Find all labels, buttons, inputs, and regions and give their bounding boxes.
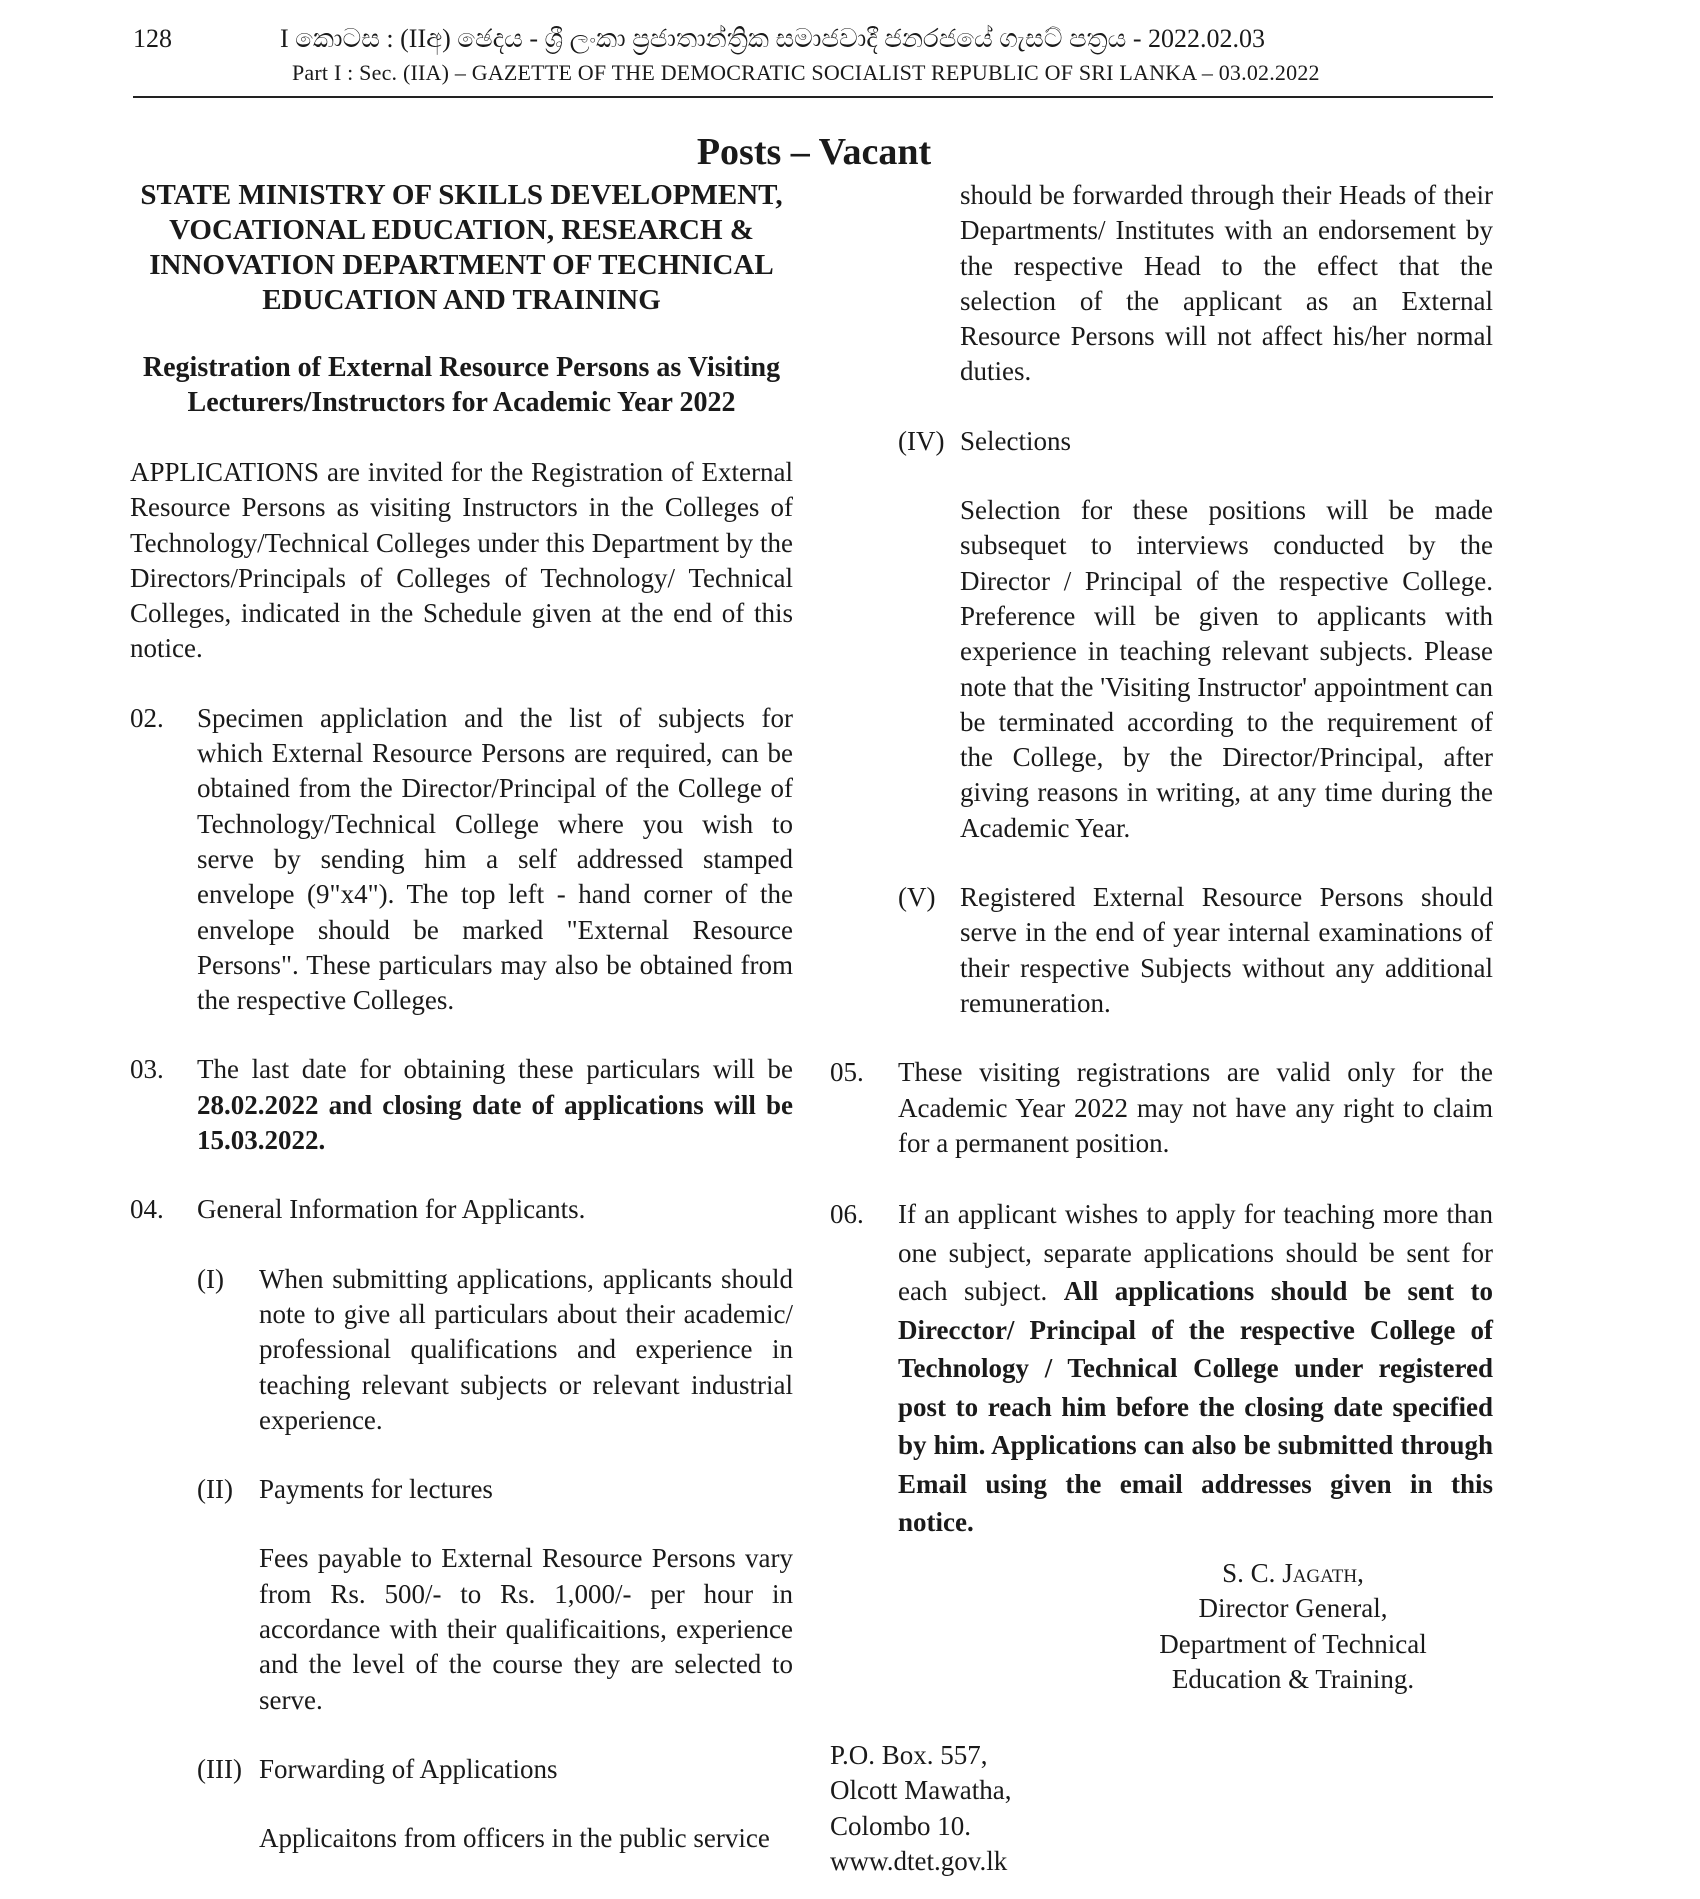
- subitem-text: Registered External Resource Persons should serve in the end of year internal examinations of their respective Subjects without any additional remuneration.: [960, 882, 1493, 1018]
- item-02: [130, 701, 793, 1019]
- item-text-regular: If an applicant wishes to apply for teaching more than one subject, separate applications should be sent for each subject.: [898, 1199, 1493, 1307]
- item-number: 05.: [830, 1057, 864, 1088]
- signatory-title: Director General,: [1198, 1593, 1388, 1624]
- item-05: [830, 1055, 1493, 1161]
- signatory-name: S. C. Jagath,: [1222, 1558, 1364, 1588]
- subitem-title: Forwarding of Applications: [259, 1753, 558, 1784]
- left-column: [130, 178, 793, 1857]
- subitem-II-paragraph: Fees payable to External Resource Persons vary from Rs. 500/- to Rs. 1,000/- per hour in accordance with their qualificaitions, experience and the level of the course they are selected to serve.: [259, 1543, 793, 1715]
- subitem-label: (V): [898, 882, 936, 913]
- item-text: [197, 1052, 793, 1158]
- subitem-label: (IV): [898, 425, 945, 456]
- subitem-V: [898, 880, 1493, 1021]
- subitem-III-paragraph-continued: should be forwarded through their Heads of their Departments/ Institutes with an endorsement by the respective Head to the effect that the selection of the applicant as an External Resource Persons will not affect his/her normal duties.: [960, 180, 1493, 387]
- item-text: [898, 1195, 1493, 1542]
- page-number: 128: [133, 24, 172, 53]
- subitem-title: Payments for lectures: [259, 1474, 493, 1505]
- address-line: Colombo 10.: [830, 1810, 972, 1841]
- subitem-III-paragraph-start: Applicaitons from officers in the public service: [259, 1823, 770, 1854]
- signature-block: [1118, 1556, 1468, 1697]
- item-text: Specimen appliclation and the list of subjects for which External Resource Persons are required, can be obtained from the Director/Principal of the College of Technology/Technical College where you wish to serve by sending him a self addressed stamped envelope (9"x4"). The top left - hand corner of the envelope should be marked "External Resource Persons". These particulars may also be obtained from the respective Colleges.: [197, 702, 793, 1016]
- subitem-IV-paragraph: Selection for these positions will be made subsequet to interviews conducted by the Director / Principal of the respective College. Preference will be given to applicants with experience in teaching relevant subjects. Please note that the 'Visiting Instructor' appointment can be terminated according to the requirement of the College, by the Director/Principal, after giving reasons in writing, at any time during the Academic Year.: [960, 495, 1493, 843]
- item-04: [130, 1192, 793, 1227]
- subitem-II: [197, 1472, 793, 1507]
- item-number: 04.: [130, 1194, 164, 1225]
- gazette-header-english: Part I : Sec. (IIA) – GAZETTE OF THE DEMOCRATIC SOCIALIST REPUBLIC OF SRI LANKA – 03.02.2022: [292, 60, 1320, 85]
- item-06: [830, 1195, 1493, 1542]
- gazette-header-sinhala: I කොටස : (IIඅ) ඡෙදය - ශ්‍රී ලංකා ප්‍රජාතාන්ත්‍රික සමාජවාදී ජනරජයේ ගැසට් පත්‍රය - 2022.02.03: [280, 24, 1266, 53]
- signatory-org-line2: Education & Training.: [1171, 1663, 1415, 1694]
- website-link[interactable]: www.dtet.gov.lk: [830, 1845, 1008, 1876]
- department-heading: STATE MINISTRY OF SKILLS DEVELOPMENT, VOCATIONAL EDUCATION, RESEARCH & INNOVATION DEPARTMENT OF TECHNICAL EDUCATION AND TRAINING: [140, 179, 783, 316]
- section-title: Posts – Vacant: [696, 131, 932, 173]
- item-number: 02.: [130, 702, 164, 733]
- subitem-I: [197, 1262, 793, 1438]
- closing-dates-bold: 28.02.2022 and closing date of applications will be 15.03.2022.: [197, 1089, 793, 1156]
- subitem-IV: [898, 424, 1493, 459]
- signatory-org-line1: Department of Technical: [1159, 1628, 1427, 1659]
- notice-subtitle: Registration of External Resource Persons as Visiting Lecturers/Instructors for Academic Year 2022: [142, 352, 781, 418]
- item-text: General Information for Applicants.: [197, 1194, 586, 1225]
- right-column: [830, 178, 1493, 1576]
- subitem-label: (III): [197, 1753, 242, 1784]
- item-text: These visiting registrations are valid only for the Academic Year 2022 may not have any right to claim for a permanent position.: [898, 1057, 1493, 1158]
- subitem-text: When submitting applications, applicants should note to give all particulars about their academic/ professional qualifications and experience in teaching relevant subjects or relevant industrial experience.: [259, 1263, 793, 1435]
- item-03: [130, 1052, 793, 1158]
- subitem-label: (I): [197, 1263, 224, 1294]
- item-number: 03.: [130, 1054, 164, 1085]
- item-number: 06.: [830, 1199, 864, 1230]
- intro-paragraph: APPLICATIONS are invited for the Registration of External Resource Persons as visiting Instructors in the Colleges of Technology/Technical Colleges under this Department by the Directors/Principals of Colleges of Technology/ Technical Colleges, indicated in the Schedule given at the end of this notice.: [130, 457, 793, 664]
- item-text-regular: The last date for obtaining these particulars will be: [197, 1054, 793, 1085]
- address-line: P.O. Box. 557,: [830, 1740, 988, 1770]
- subitem-title: Selections: [960, 425, 1071, 456]
- address-line: Olcott Mawatha,: [830, 1775, 1012, 1806]
- submission-instructions-bold: All applications should be sent to Direcctor/ Principal of the respective College of Technology / Technical College under registered post to reach him before the closing date specified by him. Applications can also be submitted through Email using the email addresses given in this notice.: [898, 1276, 1493, 1538]
- address-block: [830, 1738, 1011, 1879]
- subitem-label: (II): [197, 1474, 233, 1505]
- subitem-III: [197, 1752, 793, 1787]
- header-divider: [133, 96, 1493, 98]
